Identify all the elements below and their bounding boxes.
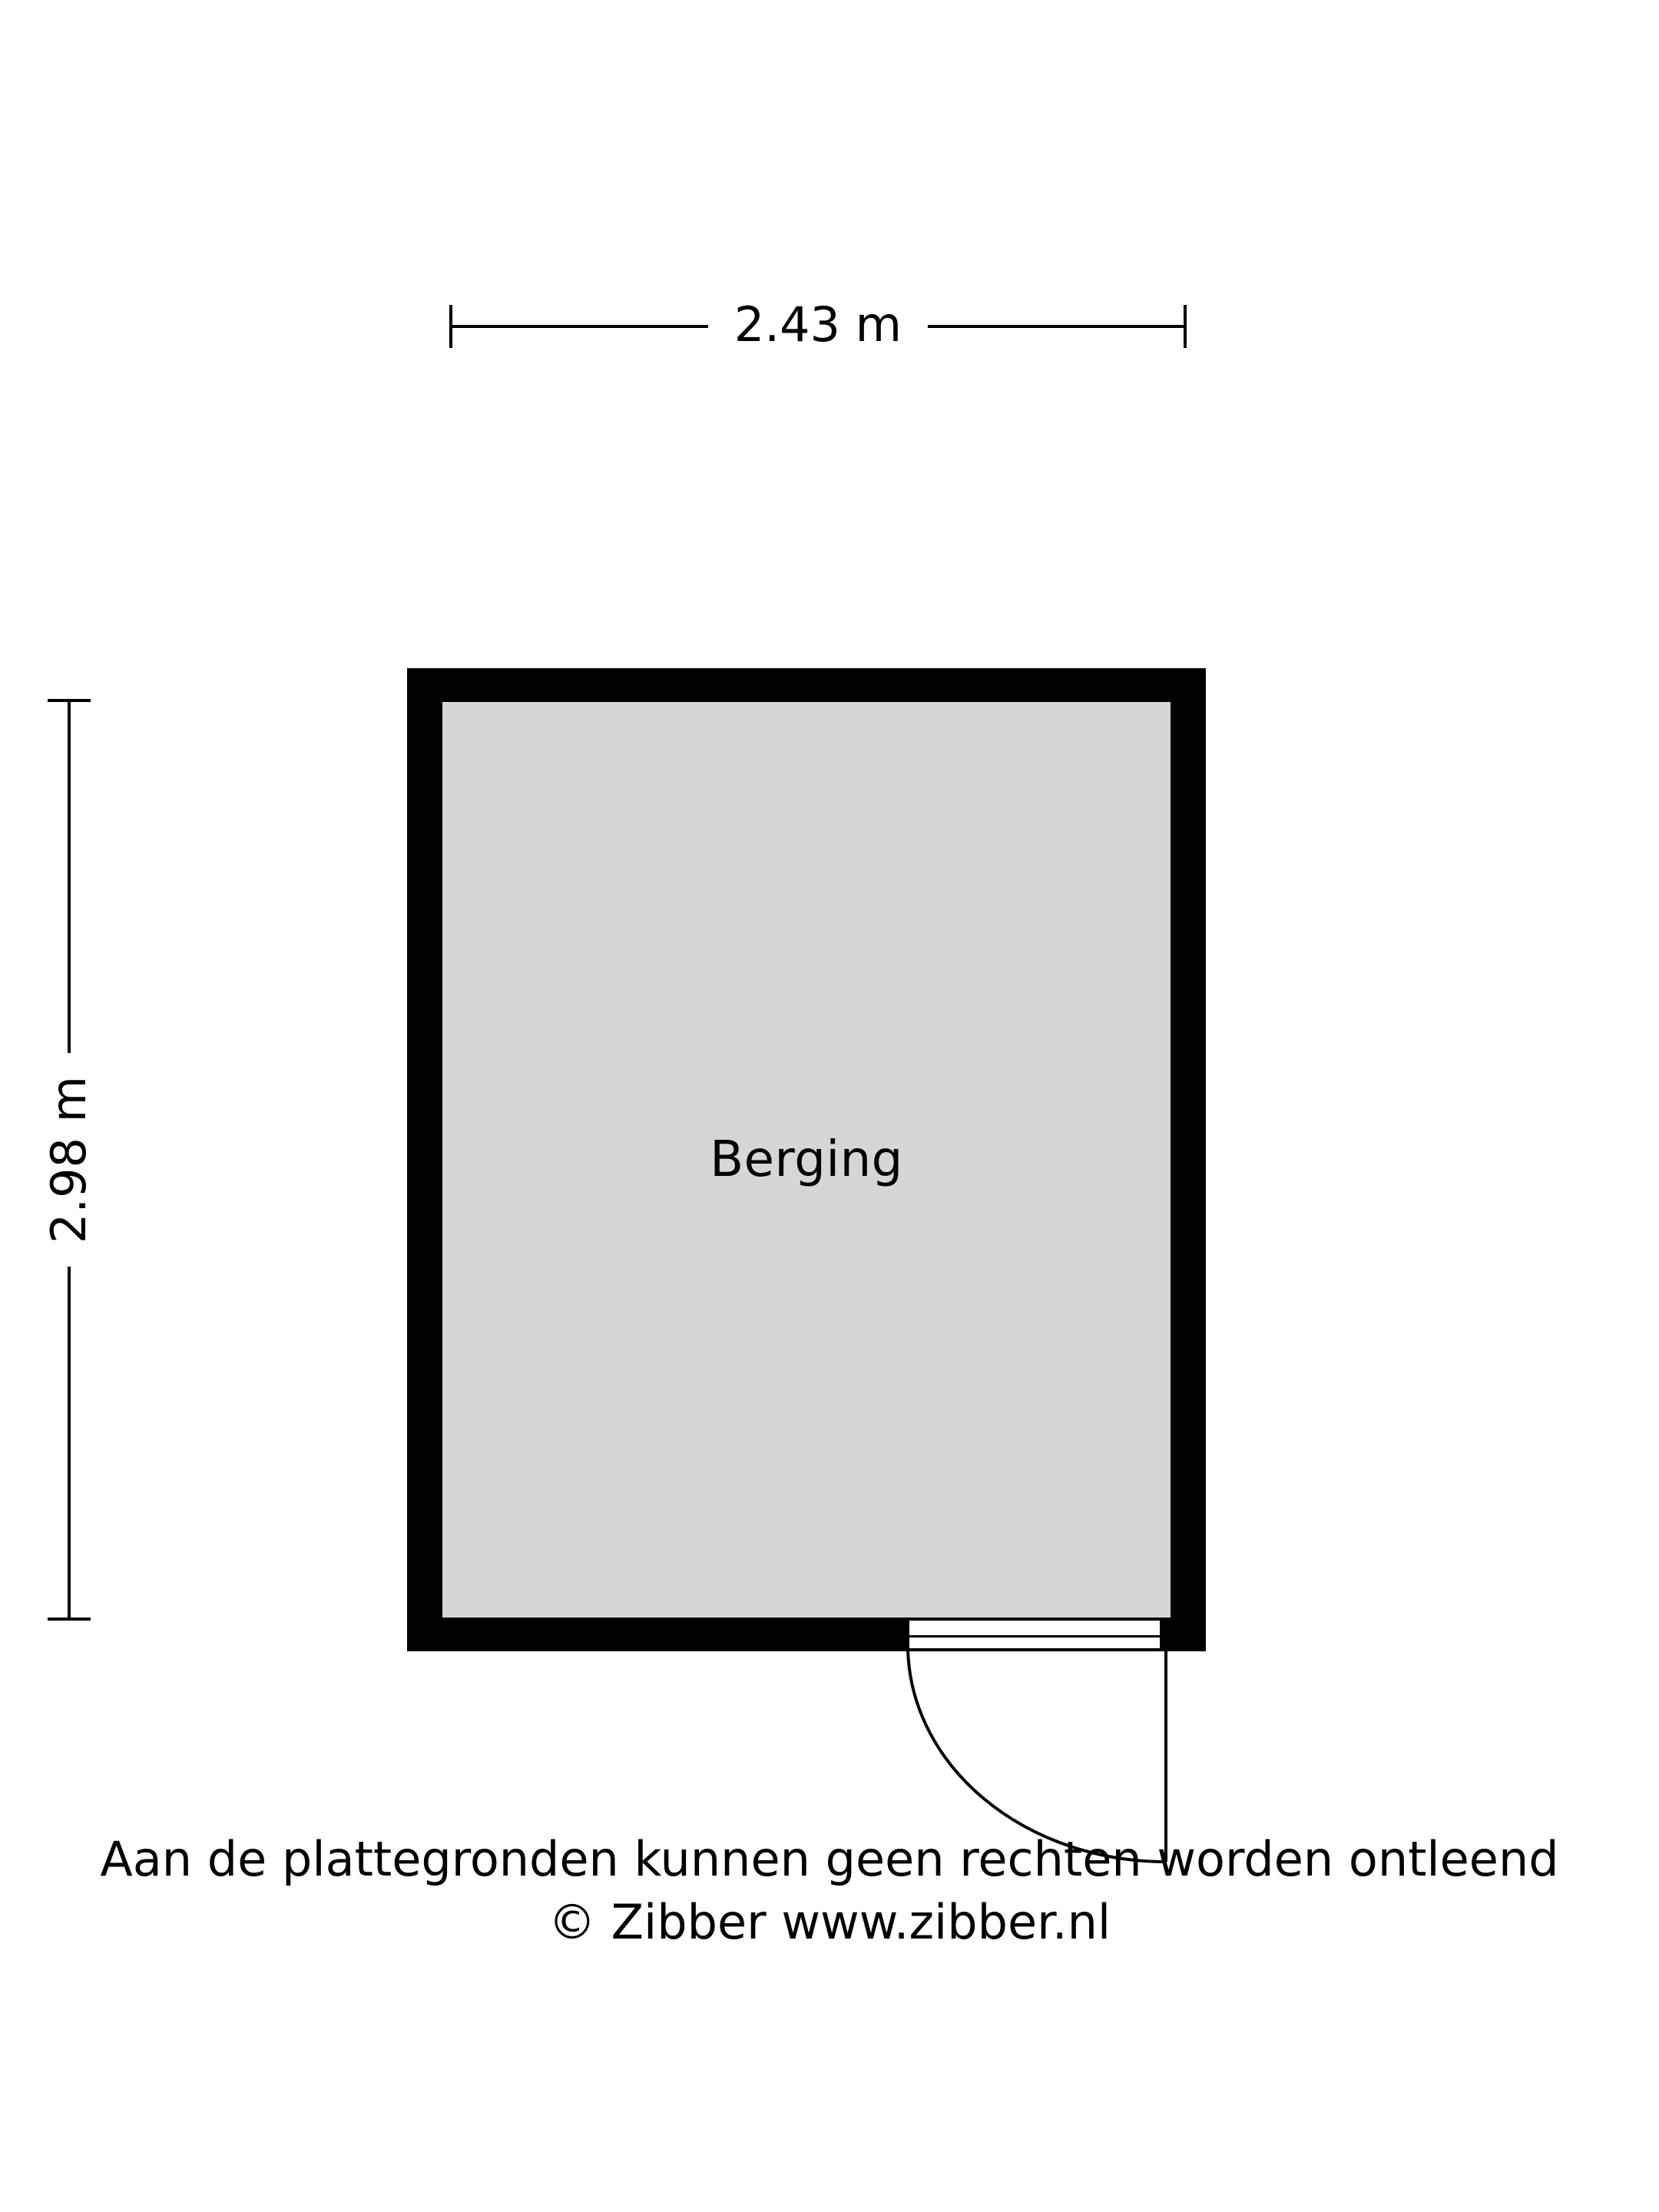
width-dimension: [449, 288, 1187, 373]
height-dimension: [15, 699, 108, 1621]
width-dimension-label: 2.43 m: [708, 288, 928, 362]
door-jamb-left: [899, 1621, 909, 1648]
room-walls: [407, 668, 1206, 1651]
room-label: Berging: [710, 1131, 903, 1188]
door-leaf-line: [909, 1635, 1160, 1637]
footer-disclaimer: Aan de plattegronden kunnen geen rechten worden ontleend: [100, 1831, 1559, 1887]
footer: [0, 1828, 1659, 1954]
room-floor: [442, 702, 1171, 1618]
footer-copyright: © Zibber www.zibber.nl: [548, 1893, 1111, 1950]
floorplan: [407, 668, 1206, 1651]
height-dimension-label: 2.98 m: [32, 1053, 106, 1267]
door-jamb-right: [1160, 1621, 1171, 1648]
